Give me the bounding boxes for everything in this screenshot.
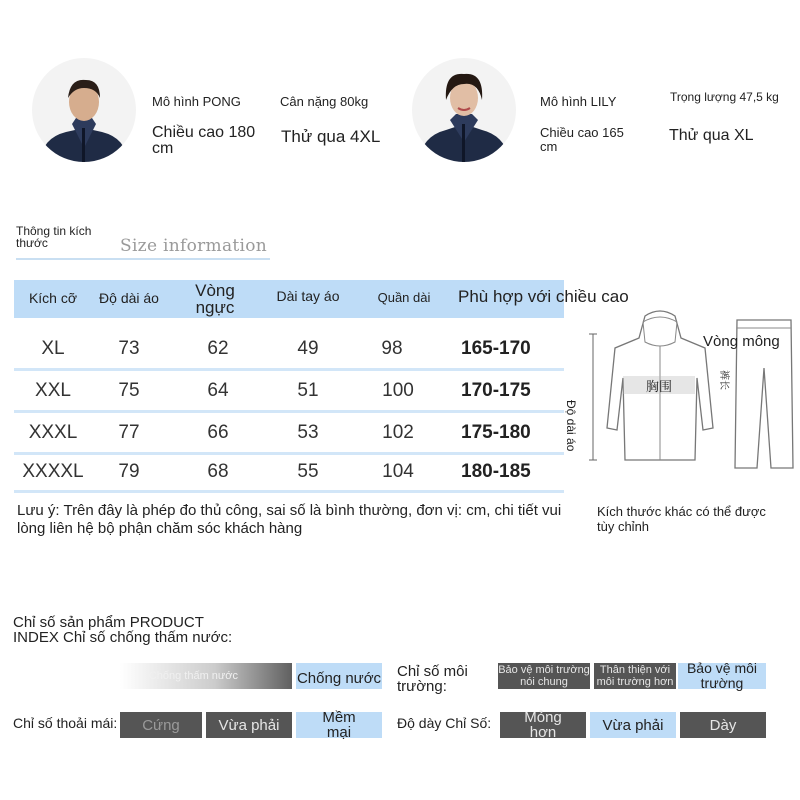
- model-lily-tried-size: Thử qua XL: [669, 127, 754, 144]
- man-portrait-icon: [32, 58, 136, 162]
- row-xxl-length: 75: [118, 380, 140, 401]
- row-divider: [14, 410, 564, 413]
- row-xxl-chest: 64: [207, 380, 229, 401]
- row-xl-chest: 62: [207, 338, 229, 359]
- model-pong-height: Chiều cao 180 cm: [152, 124, 256, 157]
- row-divider: [14, 490, 564, 493]
- comfort-option-3: Mềm mại: [296, 712, 382, 738]
- product-index-title: Chỉ số sản phẩm PRODUCT INDEX Chỉ số chống thấm nước:: [13, 614, 233, 646]
- header-sleeve: Dài tay áo: [276, 288, 340, 304]
- header-size: Kích cỡ: [28, 290, 78, 306]
- row-xxl-fit: 170-175: [461, 380, 531, 401]
- row-xxxl-size: XXXL: [28, 422, 78, 443]
- woman-portrait-icon: [412, 58, 516, 162]
- row-xl-length: 73: [118, 338, 140, 359]
- comfort-index-label: Chỉ số thoải mái:: [13, 715, 118, 731]
- row-xl-pants: 98: [381, 338, 403, 359]
- row-xxxl-sleeve: 53: [297, 422, 319, 443]
- row-xxxxl-sleeve: 55: [297, 461, 319, 482]
- row-xl-sleeve: 49: [297, 338, 319, 359]
- waterproof-option-1: Chống thấm nước: [120, 663, 292, 689]
- row-xl-size: XL: [41, 338, 65, 359]
- row-xxl-sleeve: 51: [297, 380, 319, 401]
- model-lily-weight: Trọng lượng 47,5 kg: [670, 90, 779, 104]
- header-pants: Quần dài: [377, 290, 431, 305]
- row-xxxl-chest: 66: [207, 422, 229, 443]
- thickness-option-1: Mỏng hơn: [500, 712, 586, 738]
- header-length: Độ dài áo: [99, 290, 159, 306]
- eco-option-2: Thân thiện với môi trường hơn: [594, 663, 676, 689]
- size-section-title-en: Size information: [120, 236, 268, 256]
- model-pong-name: Mô hình PONG: [152, 94, 241, 109]
- model-lily-photo: [412, 58, 516, 162]
- row-xxxxl-chest: 68: [207, 461, 229, 482]
- pants-length-label: 裤长: [718, 370, 729, 390]
- row-xxxxl-length: 79: [118, 461, 140, 482]
- model-pong-photo: [32, 58, 136, 162]
- row-xxxxl-fit: 180-185: [461, 461, 531, 482]
- model-pong-tried-size: Thử qua 4XL: [281, 127, 381, 146]
- thickness-option-2: Vừa phải: [590, 712, 676, 738]
- row-xxxl-fit: 175-180: [461, 422, 531, 443]
- row-xxxxl-pants: 104: [382, 461, 414, 482]
- comfort-option-1: Cứng: [120, 712, 202, 738]
- row-xxl-pants: 100: [382, 380, 414, 401]
- custom-size-note: Kích thước khác có thể được tùy chỉnh: [597, 504, 766, 534]
- hip-label: Vòng mông: [703, 333, 780, 350]
- thickness-index-label: Độ dày Chỉ Số:: [397, 715, 492, 731]
- thickness-option-3: Dày: [680, 712, 766, 738]
- model-lily-name: Mô hình LILY: [540, 94, 617, 109]
- jacket-length-label: Độ dài áo: [564, 400, 578, 452]
- waterproof-option-2: Chống nước: [296, 663, 382, 689]
- header-chest: Vòng ngực: [195, 281, 235, 317]
- header-fit-height: Phù hợp với chiều cao: [458, 287, 629, 306]
- row-xl-fit: 165-170: [461, 338, 531, 359]
- comfort-option-2: Vừa phải: [206, 712, 292, 738]
- row-divider: [14, 452, 564, 455]
- row-xxl-size: XXL: [35, 380, 71, 401]
- row-xxxxl-size: XXXXL: [22, 461, 84, 482]
- row-xxxl-pants: 102: [382, 422, 414, 443]
- eco-option-1: Bảo vệ môi trường nói chung: [498, 664, 590, 688]
- model-pong-weight: Cân nặng 80kg: [280, 94, 369, 109]
- eco-option-3: Bảo vệ môi trường: [678, 663, 766, 689]
- model-lily-height: Chiều cao 165 cm: [540, 125, 624, 154]
- measurement-note: Lưu ý: Trên đây là phép đo thủ công, sai số là bình thường, đơn vị: cm, chi tiết vui lòng liên hệ bộ phận chăm sóc khách hàng: [17, 502, 562, 537]
- size-section-title-vn: Thông tin kích thước: [16, 224, 92, 250]
- title-underline: [16, 258, 270, 260]
- row-xxxl-length: 77: [118, 422, 140, 443]
- chest-label: 胸围: [646, 380, 673, 395]
- row-divider: [14, 368, 564, 371]
- eco-index-label: Chỉ số môi trường:: [397, 663, 468, 695]
